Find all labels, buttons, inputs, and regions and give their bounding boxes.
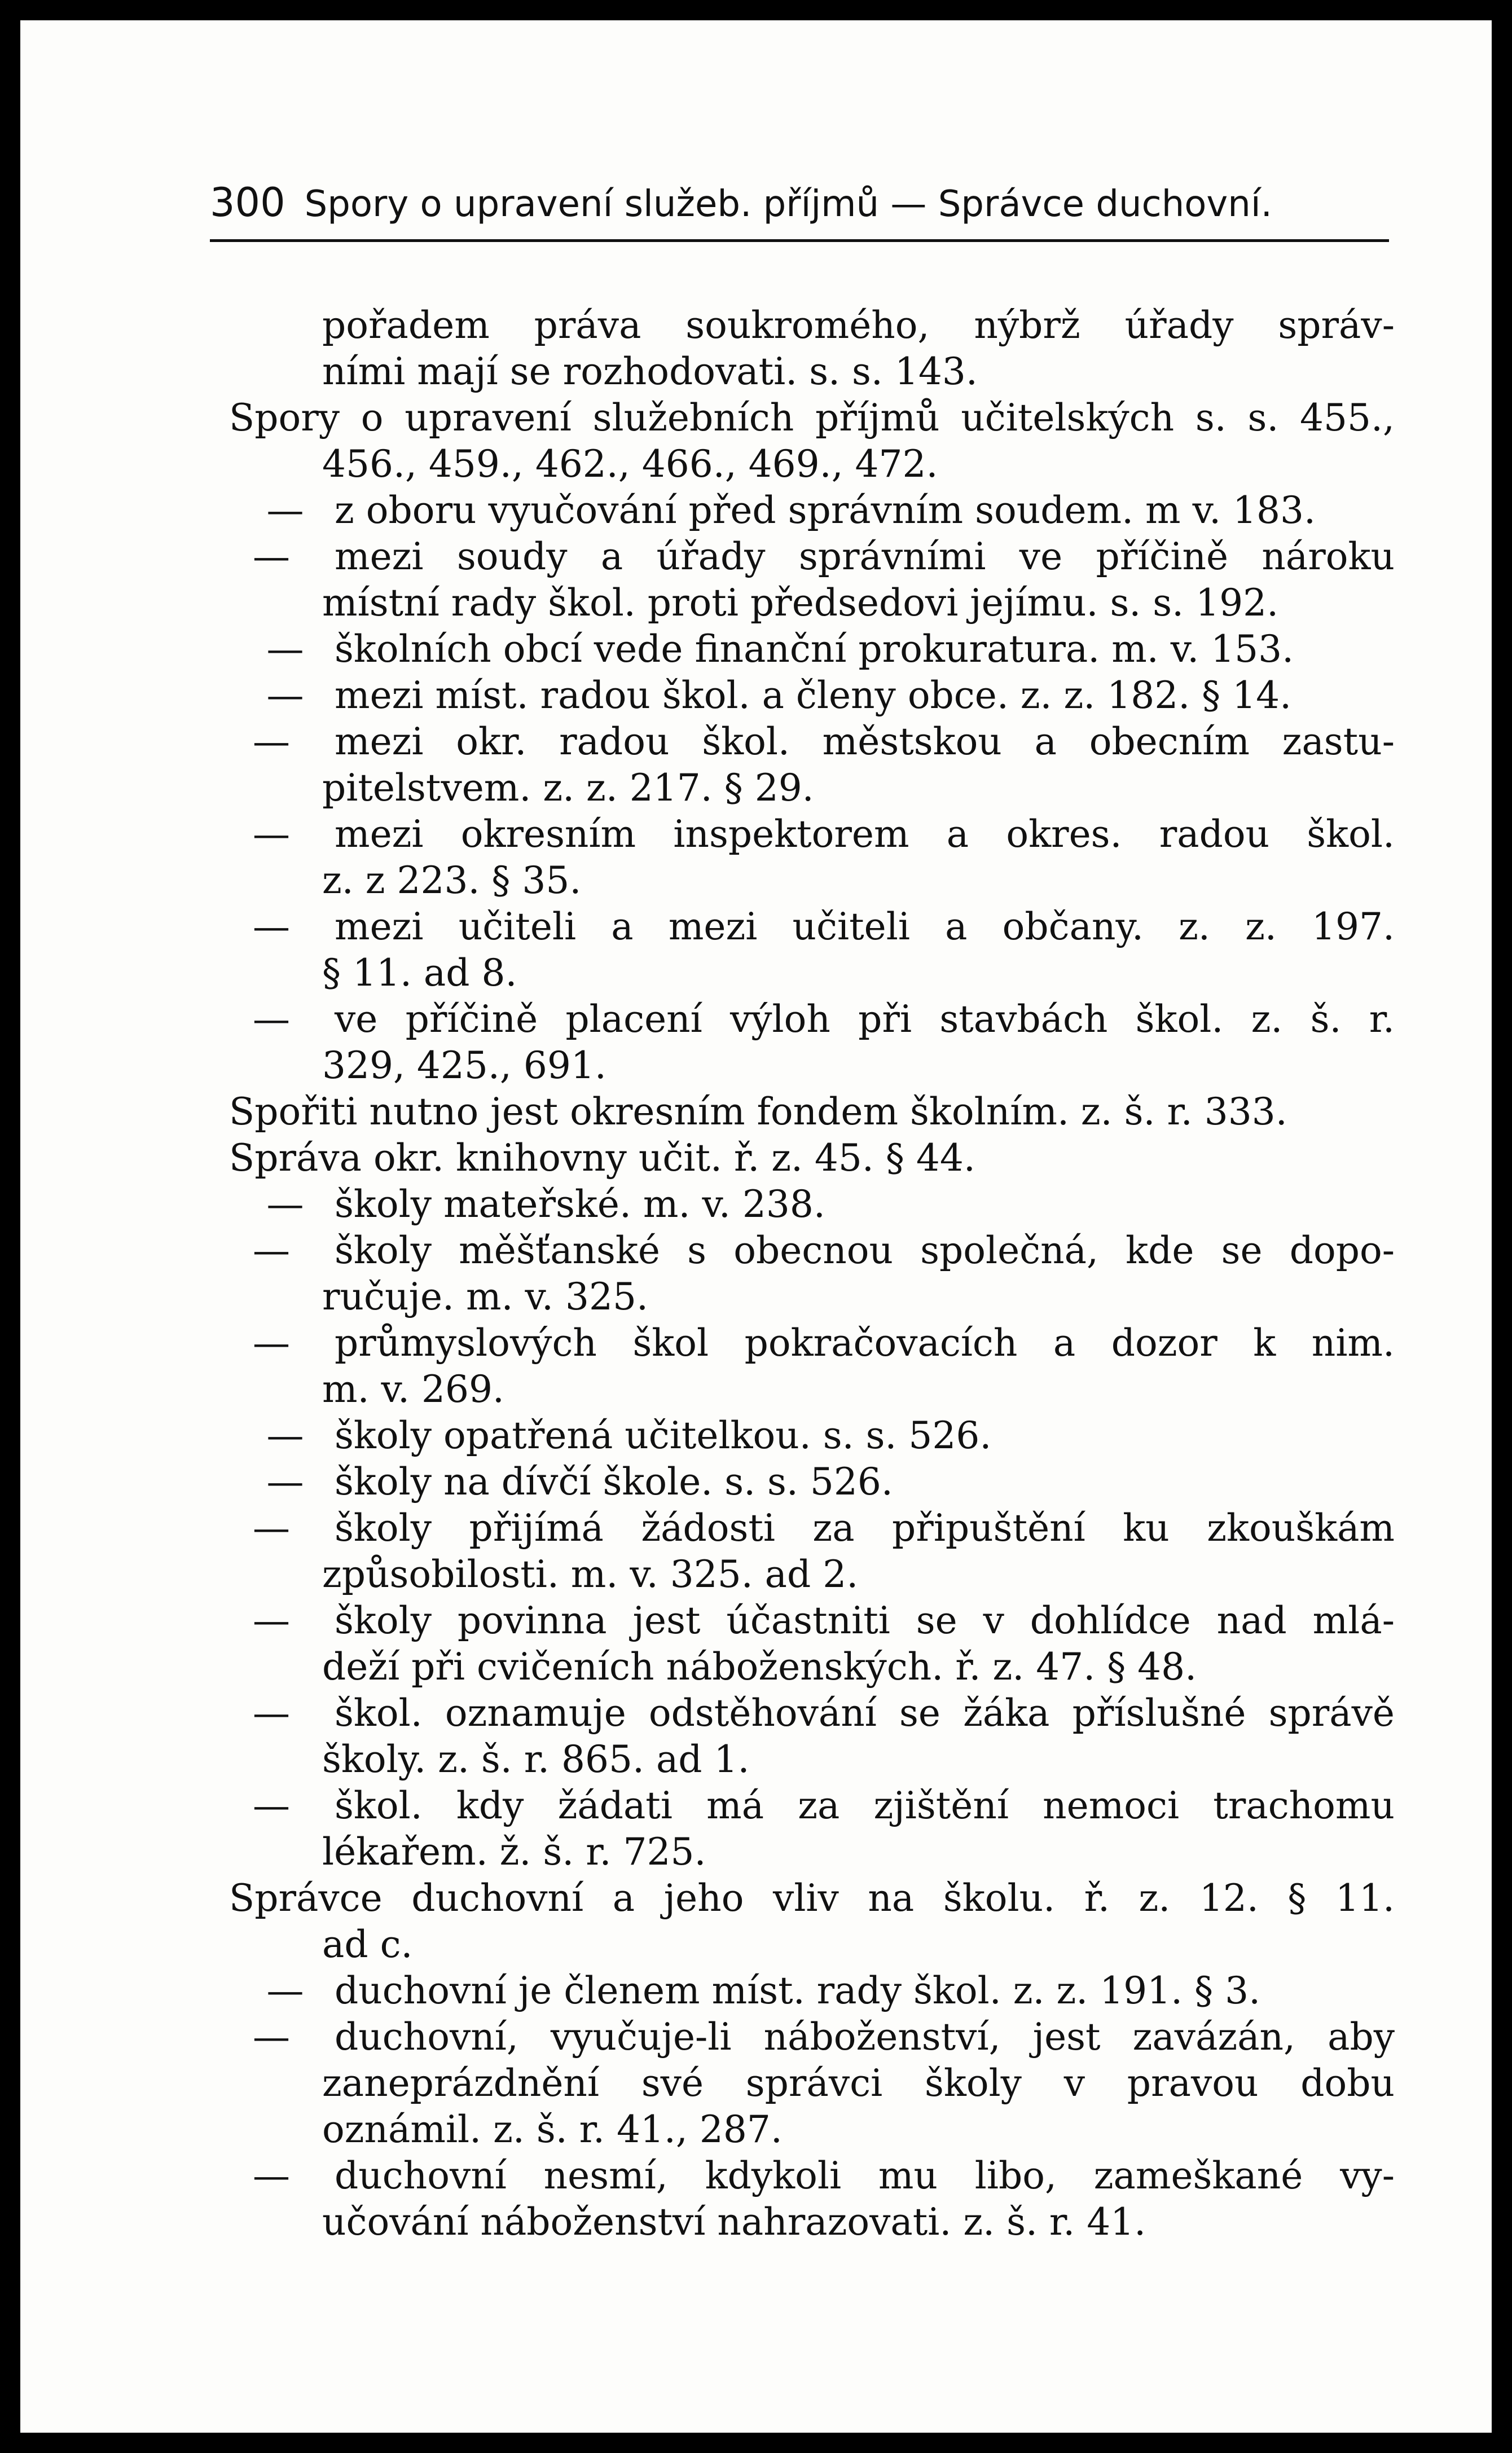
book-page	[20, 20, 1492, 2433]
index-subentry-line	[229, 626, 1397, 672]
line-text: oznámil. z. š. r. 41., 287.	[322, 2108, 783, 2151]
line-text: učování náboženství nahrazovati. z. š. r. 41.	[322, 2200, 1146, 2244]
em-dash: —	[266, 1414, 304, 1457]
index-continuation-line	[229, 2107, 1397, 2153]
index-continuation-line	[229, 1043, 1397, 1089]
em-dash: —	[253, 1599, 290, 1642]
em-dash: —	[266, 1182, 304, 1226]
line-text: školy povinna jest účastniti se v dohlídce nad mlá-	[335, 1599, 1395, 1642]
em-dash: —	[266, 489, 304, 532]
index-subentry-line	[229, 1228, 1397, 1274]
index-subentry-line	[229, 719, 1397, 765]
index-subentry-line	[229, 811, 1397, 858]
line-text: školy na dívčí škole. s. s. 526.	[335, 1460, 893, 1504]
index-continuation-line	[229, 302, 1397, 349]
index-continuation-line	[229, 1551, 1397, 1598]
index-subentry-line	[229, 1968, 1397, 2014]
line-text: školy opatřená učitelkou. s. s. 526.	[335, 1414, 992, 1457]
em-dash: —	[253, 1691, 290, 1735]
line-text: duchovní nesmí, kdykoli mu libo, zameškané vy-	[335, 2154, 1395, 2197]
em-dash: —	[253, 812, 290, 856]
em-dash: —	[266, 627, 304, 671]
em-dash: —	[266, 1969, 304, 2012]
line-text: deží při cvičeních náboženských. ř. z. 47. § 48.	[322, 1645, 1197, 1689]
index-subentry-line	[229, 2153, 1397, 2199]
line-text: Správa okr. knihovny učit. ř. z. 45. § 44.	[229, 1136, 975, 1180]
line-text: lékařem. ž. š. r. 725.	[322, 1830, 706, 1874]
em-dash: —	[253, 2015, 290, 2059]
line-text: školy přijímá žádosti za připuštění ku zkouškám	[335, 1506, 1395, 1550]
line-text: duchovní je členem míst. rady škol. z. z. 191. § 3.	[335, 1969, 1261, 2012]
line-text: m. v. 269.	[322, 1368, 504, 1411]
index-subentry-line	[229, 487, 1397, 534]
index-entry-line	[229, 1875, 1397, 1922]
line-text: zaneprázdnění své správci školy v pravou dobu	[322, 2061, 1395, 2105]
index-subentry-line	[229, 672, 1397, 719]
index-continuation-line	[229, 2060, 1397, 2107]
header-rule	[210, 239, 1389, 242]
line-text: Spory o upravení služebních příjmů učitelských s. s. 455.,	[229, 396, 1395, 439]
index-text-body	[229, 302, 1397, 2245]
line-text: způsobilosti. m. v. 325. ad 2.	[322, 1553, 859, 1596]
line-text: 456., 459., 462., 466., 469., 472.	[322, 442, 938, 486]
line-text: z. z 223. § 35.	[322, 859, 582, 902]
index-subentry-line	[229, 1505, 1397, 1551]
line-text: škol. oznamuje odstěhování se žáka příslušné správě	[335, 1691, 1395, 1735]
line-text: mezi učiteli a mezi učiteli a občany. z. z. 197.	[335, 905, 1395, 948]
line-text: 329, 425., 691.	[322, 1044, 606, 1087]
index-subentry-line	[229, 1320, 1397, 1366]
line-text: místní rady škol. proti předsedovi jejímu. s. s. 192.	[322, 581, 1279, 625]
index-continuation-line	[229, 1829, 1397, 1875]
line-text: z oboru vyučování před správním soudem. m v. 183.	[335, 489, 1316, 532]
index-continuation-line	[229, 1366, 1397, 1413]
index-continuation-line	[229, 580, 1397, 626]
line-text: duchovní, vyučuje-li náboženství, jest zavázán, aby	[335, 2015, 1395, 2059]
index-subentry-line	[229, 1413, 1397, 1459]
index-continuation-line	[229, 765, 1397, 811]
index-continuation-line	[229, 349, 1397, 395]
line-text: ad c.	[322, 1923, 413, 1966]
page-number: 300	[210, 179, 285, 226]
em-dash: —	[253, 535, 290, 578]
line-text: ve příčině placení výloh při stavbách škol. z. š. r.	[335, 997, 1395, 1041]
index-entry-line	[229, 395, 1397, 441]
em-dash: —	[253, 1506, 290, 1550]
em-dash: —	[253, 997, 290, 1041]
line-text: pitelstvem. z. z. 217. § 29.	[322, 766, 814, 810]
line-text: školy měšťanské s obecnou společná, kde se dopo-	[335, 1229, 1395, 1272]
line-text: mezi okresním inspektorem a okres. radou škol.	[335, 812, 1395, 856]
index-subentry-line	[229, 2014, 1397, 2060]
running-header	[210, 172, 1389, 234]
line-text: školních obcí vede finanční prokuratura. m. v. 153.	[335, 627, 1294, 671]
index-subentry-line	[229, 1690, 1397, 1737]
index-continuation-line	[229, 441, 1397, 487]
running-title: Spory o upravení služeb. příjmů — Správce duchovní.	[304, 183, 1272, 225]
index-subentry-line	[229, 904, 1397, 950]
line-text: pořadem práva soukromého, nýbrž úřady správ-	[322, 304, 1395, 347]
em-dash: —	[253, 1784, 290, 1827]
index-entry-line	[229, 1089, 1397, 1135]
index-continuation-line	[229, 1274, 1397, 1320]
line-text: školy. z. š. r. 865. ad 1.	[322, 1738, 750, 1781]
line-text: mezi okr. radou škol. městskou a obecním zastu-	[335, 720, 1395, 763]
em-dash: —	[266, 1460, 304, 1504]
index-continuation-line	[229, 1737, 1397, 1783]
index-continuation-line	[229, 2199, 1397, 2245]
index-entry-line	[229, 1135, 1397, 1181]
line-text: ními mají se rozhodovati. s. s. 143.	[322, 350, 978, 393]
line-text: školy mateřské. m. v. 238.	[335, 1182, 825, 1226]
em-dash: —	[266, 674, 304, 717]
index-continuation-line	[229, 1644, 1397, 1690]
line-text: ručuje. m. v. 325.	[322, 1275, 648, 1318]
index-continuation-line	[229, 858, 1397, 904]
index-subentry-line	[229, 1598, 1397, 1644]
em-dash: —	[253, 2154, 290, 2197]
index-subentry-line	[229, 996, 1397, 1043]
line-text: mezi míst. radou škol. a členy obce. z. z. 182. § 14.	[335, 674, 1292, 717]
line-text: mezi soudy a úřady správními ve příčině nároku	[335, 535, 1395, 578]
index-subentry-line	[229, 1783, 1397, 1829]
index-subentry-line	[229, 1181, 1397, 1228]
index-continuation-line	[229, 950, 1397, 996]
em-dash: —	[253, 905, 290, 948]
index-subentry-line	[229, 534, 1397, 580]
index-subentry-line	[229, 1459, 1397, 1505]
em-dash: —	[253, 1321, 290, 1365]
em-dash: —	[253, 1229, 290, 1272]
line-text: Správce duchovní a jeho vliv na školu. ř. z. 12. § 11.	[229, 1876, 1395, 1920]
line-text: Spořiti nutno jest okresním fondem školním. z. š. r. 333.	[229, 1090, 1287, 1133]
line-text: škol. kdy žádati má za zjištění nemoci trachomu	[335, 1784, 1395, 1827]
line-text: § 11. ad 8.	[322, 951, 517, 995]
em-dash: —	[253, 720, 290, 763]
index-continuation-line	[229, 1922, 1397, 1968]
line-text: průmyslových škol pokračovacích a dozor k nim.	[335, 1321, 1395, 1365]
